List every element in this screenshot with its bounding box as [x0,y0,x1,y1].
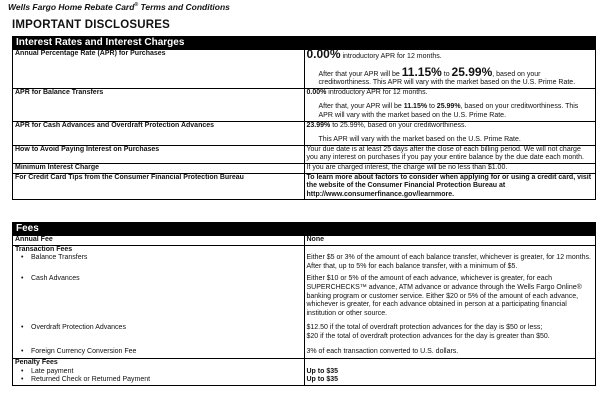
row-label [13,271,305,318]
row-value: Either $10 or 5% of the amount of each advance, whichever is greater, for each SUPERCHECKS™ advance, ATM advance or advance through the Wells Fargo Online® banking program or customer service. Either $20 or 5% of the amount of each advance, whichever is greater, for each advance obtained in person at a participating financial institution or other source. [304,271,596,318]
fee-value-late: Up to $35 [306,367,339,375]
intro-text: introductory APR for 12 months. [340,53,442,60]
table-row [13,145,596,163]
fee-label-overdraft: • Overdraft Protection Advances [15,318,302,333]
table-row [13,173,596,200]
header-suffix: Terms and Conditions [138,2,230,12]
table-row [13,121,596,145]
rate-to: to [427,103,437,111]
cash-rate: 23.99% [306,121,331,129]
intro-rate: 0.00% [306,88,327,96]
row-label: How to Avoid Paying Interest on Purchases [13,145,305,163]
row-value: Your due date is at least 25 days after the close of each billing period. We will not charge you any interest on purchases if you pay your entire balance by the due date each month. [304,145,596,163]
row-label: Minimum Interest Charge [13,163,305,173]
row-label: APR for Cash Advances and Overdraft Protection Advances [13,121,305,145]
fee-label-cash-advances: • Cash Advances [15,271,302,284]
fee-value-balance-transfers: Either $5 or 3% of the amount of each balance transfer, whichever is greater, for 12 months. After that, up to 5% for each balance transfer, with a minimum of $5. [306,254,591,270]
row-label: APR for Balance Transfers [13,88,305,121]
after-text-b: , based on your creditworthiness. This APR will vary with the market based on the U.S. Prime Rate. [318,103,579,119]
fee-label-late: • Late payment [15,368,302,377]
page-title: IMPORTANT DISCLOSURES [12,19,170,31]
row-label [13,318,305,341]
table-row [13,318,596,341]
group-label [13,245,305,271]
overdraft-line-2: $20 if the total of overdraft protection advances for the day is greater than $50. [306,332,550,340]
header-reg-mark: ® [134,2,139,9]
rate-low: 11.15% [403,103,428,111]
row-value [304,359,596,386]
table-row [13,50,596,89]
rate-to: to [441,70,452,78]
row-value: None [304,236,596,246]
table-row [13,342,596,359]
fees-table [12,222,596,386]
rate-high: 25.99% [436,103,461,111]
cash-vary-text: This APR will vary with the market based on the U.S. Prime Rate. [318,136,521,144]
row-value [304,88,596,121]
table-row [13,163,596,173]
intro-rate: 0.00% [306,47,341,61]
row-value: 3% of each transaction converted to U.S. dollars. [304,342,596,359]
section-title-interest: Interest Rates and Interest Charges [13,37,596,50]
row-value [304,318,596,341]
after-text: After that your APR will be [318,70,402,78]
row-value [304,245,596,271]
header-card-name: Wells Fargo Home Rebate Card [8,2,135,12]
row-value [304,47,596,89]
fee-label-returned: • Returned Check or Returned Payment [15,376,302,385]
fee-value-returned: Up to $35 [306,376,339,384]
table-row [13,88,596,121]
row-label: For Credit Card Tips from the Consumer Financial Protection Bureau [13,173,305,200]
transaction-fees-label: Transaction Fees [15,245,73,253]
row-value [304,121,596,145]
fee-label-balance-transfers: • Balance Transfers [15,254,302,263]
rate-high: 25.99% [451,64,493,79]
table-row [13,359,596,386]
section-title-fees: Fees [13,223,596,236]
row-label: Annual Percentage Rate (APR) for Purchases [13,50,305,89]
row-label [13,342,305,359]
row-value: To learn more about factors to consider when applying for or using a credit card, visit the website of the Consumer Financial Protection Bureau at http://www.consumerfinance.gov/learnmore. [304,173,596,200]
table-row [13,245,596,271]
group-label [13,359,305,386]
rate-low: 11.15% [401,64,442,79]
table-row [13,236,596,246]
table-row [13,271,596,318]
row-value: If you are charged interest, the charge will be no less than $1.00. [304,163,596,173]
row-label: Annual Fee [13,236,305,246]
after-text-b: , based on your creditworthiness. This APR will vary with the market based on the U.S. Prime Rate. [318,70,576,87]
fee-label-foreign: • Foreign Currency Conversion Fee [15,342,302,359]
after-text: After that, your APR will be [318,103,404,111]
cash-rate-text: to 25.99%, based on your creditworthiness. [330,121,467,129]
interest-rates-table [12,36,596,200]
intro-text: introductory APR for 12 months. [326,88,428,96]
penalty-fees-label: Penalty Fees [15,359,58,367]
overdraft-line-1: $12.50 if the total of overdraft protection advances for the day is $50 or less; [306,324,543,332]
document-header [8,2,230,12]
